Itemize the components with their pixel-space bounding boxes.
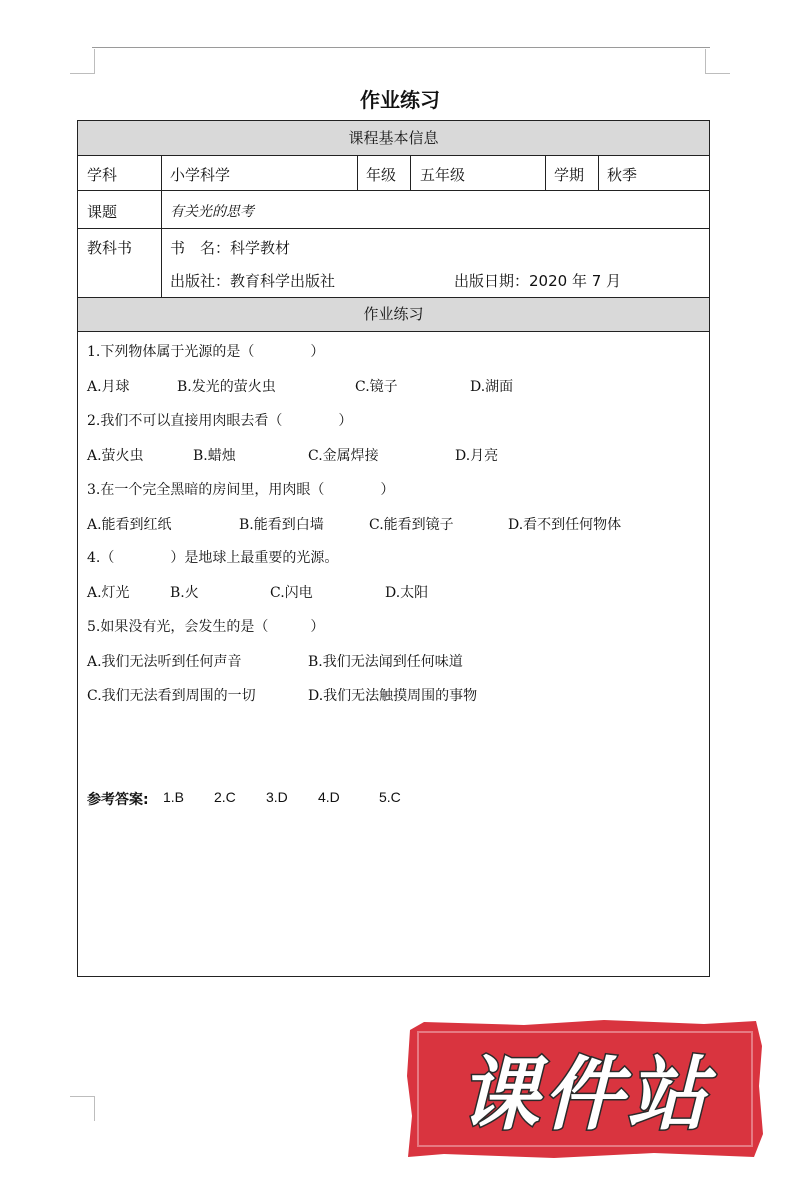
- q5-option-c: C.我们无法看到周围的一切: [87, 688, 256, 704]
- term-value: 秋季: [607, 166, 638, 184]
- answer-key-label: 参考答案:: [87, 792, 149, 808]
- q1-option-c: C.镜子: [355, 379, 398, 395]
- q2-option-c: C.金属焊接: [308, 448, 379, 464]
- course-info-header: 课程基本信息: [78, 121, 709, 155]
- q5-option-a: A.我们无法听到任何声音: [87, 654, 242, 670]
- answer-1: 1.B: [163, 789, 185, 805]
- q1-option-a: A.月球: [87, 379, 130, 395]
- q2-option-b: B.蜡烛: [193, 448, 236, 464]
- crop-mark-bottom-left: [70, 1096, 95, 1121]
- textbook-label: 教科书: [87, 239, 133, 257]
- question-1: 1.下列物体属于光源的是（ ）: [87, 344, 325, 360]
- grade-label: 年级: [366, 166, 397, 184]
- answer-4: 4.D: [318, 789, 340, 805]
- term-label: 学期: [554, 166, 585, 184]
- subject-value: 小学科学: [170, 166, 231, 184]
- q1-option-b: B.发光的萤火虫: [177, 379, 276, 395]
- q4-option-c: C.闪电: [270, 585, 313, 601]
- q4-option-b: B.火: [170, 585, 199, 601]
- question-4: 4.（ ）是地球上最重要的光源。: [87, 550, 339, 566]
- question-3: 3.在一个完全黑暗的房间里，用肉眼（ ）: [87, 482, 395, 498]
- watermark-stamp: [404, 1016, 766, 1162]
- answer-3: 3.D: [266, 789, 288, 805]
- q5-option-d: D.我们无法触摸周围的事物: [308, 688, 478, 704]
- question-2: 2.我们不可以直接用肉眼去看（ ）: [87, 413, 353, 429]
- question-5: 5.如果没有光，会发生的是（ ）: [87, 619, 325, 635]
- q3-option-d: D.看不到任何物体: [508, 517, 622, 533]
- q3-option-b: B.能看到白墙: [239, 517, 324, 533]
- worksheet-table: [77, 120, 710, 977]
- grade-value: 五年级: [420, 166, 466, 184]
- crop-mark-top-left: [70, 49, 95, 74]
- answer-5: 5.C: [379, 789, 401, 805]
- q2-option-d: D.月亮: [455, 448, 499, 464]
- topic-value: 有关光的思考: [170, 204, 254, 220]
- answer-2: 2.C: [214, 789, 236, 805]
- crop-mark-top-right: [705, 49, 730, 74]
- q5-option-b: B.我们无法闻到任何味道: [308, 654, 463, 670]
- exercise-header: 作业练习: [78, 298, 709, 331]
- q2-option-a: A.萤火虫: [87, 448, 144, 464]
- q3-option-a: A.能看到红纸: [87, 517, 172, 533]
- q4-option-a: A.灯光: [87, 585, 130, 601]
- q3-option-c: C.能看到镜子: [369, 517, 454, 533]
- page-title: 作业练习: [360, 88, 440, 112]
- publication-date: 出版日期：2020 年 7 月: [454, 272, 622, 290]
- topic-label: 课题: [87, 203, 118, 221]
- publisher: 出版社：教育科学出版社: [170, 272, 336, 290]
- page-header-rule: [92, 47, 710, 48]
- subject-label: 学科: [87, 166, 118, 184]
- q4-option-d: D.太阳: [385, 585, 429, 601]
- book-name: 书 名：科学教材: [170, 239, 291, 257]
- watermark-text: 课件站: [459, 1048, 711, 1141]
- q1-option-d: D.湖面: [470, 379, 514, 395]
